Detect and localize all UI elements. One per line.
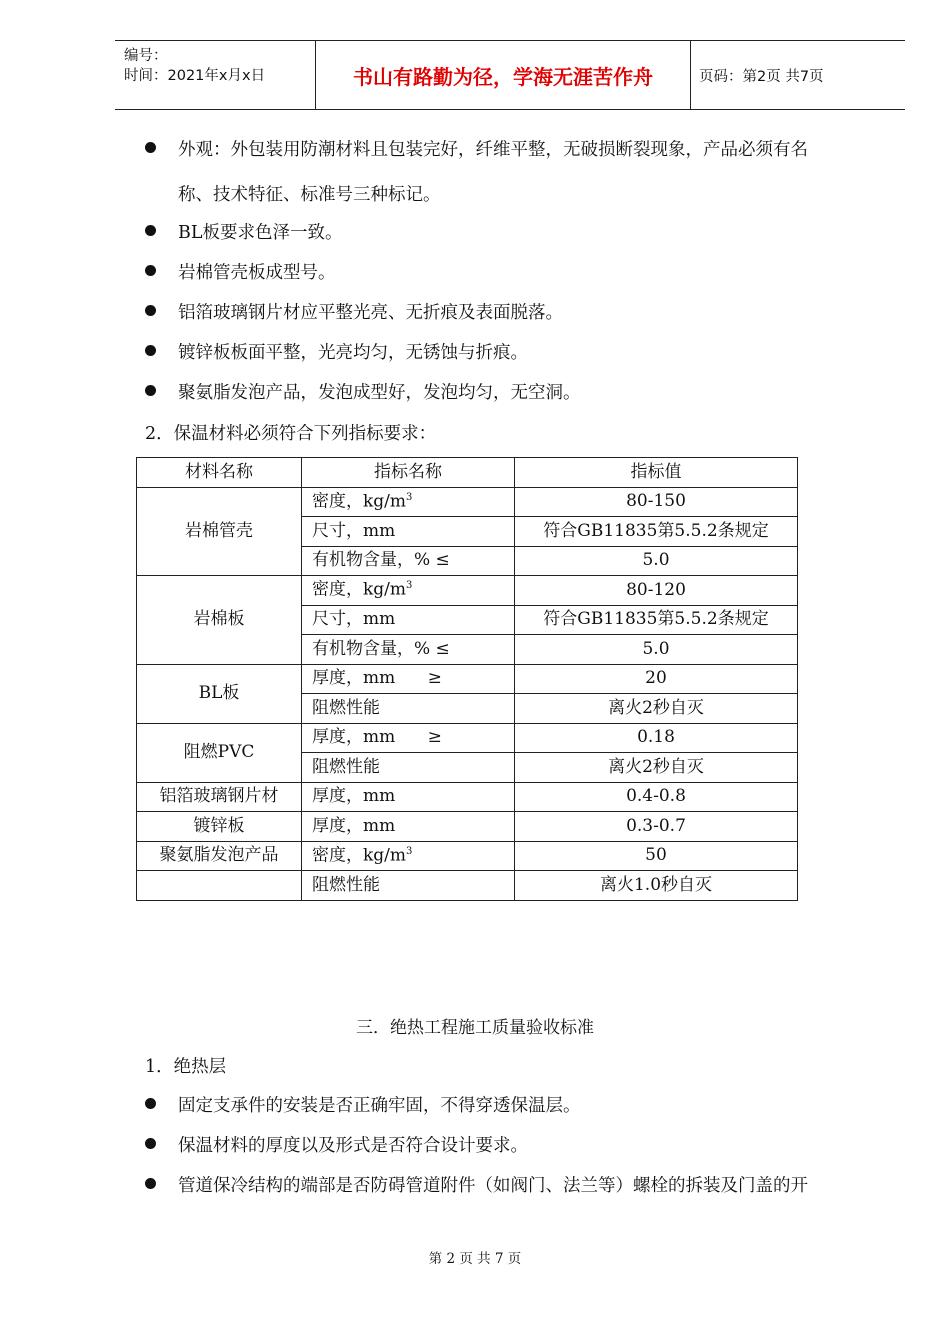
material-cell: BL板: [137, 664, 302, 723]
value-cell: 符合GB11835第5.5.2条规定: [515, 605, 798, 635]
number-label: 编号：: [124, 48, 168, 64]
value-cell: 离火2秒自灭: [515, 694, 798, 724]
bullet-icon: [145, 1178, 156, 1189]
index-cell: 厚度，mm ≥: [302, 664, 515, 694]
value-cell: 0.18: [515, 723, 798, 753]
superscript: 3: [406, 845, 413, 857]
header-cell: 指标名称: [302, 458, 515, 488]
section-3-title: 三．绝热工程施工质量验收标准: [356, 1018, 594, 1038]
bullet-text: 保温材料的厚度以及形式是否符合设计要求。: [178, 1136, 528, 1156]
table-row: [137, 576, 798, 606]
bullet-text: 铝箔玻璃钢片材应平整光亮、无折痕及表面脱落。: [178, 303, 563, 323]
bullet-icon: [145, 142, 156, 153]
index-cell: 有机物含量，% ≤: [302, 546, 515, 576]
index-cell: 尺寸，mm: [302, 517, 515, 547]
index-cell: 厚度，mm: [302, 782, 515, 812]
value-cell: 80-150: [515, 487, 798, 517]
index-text: 密度，kg/m: [312, 580, 407, 601]
table-row: [137, 664, 798, 694]
material-cell: 岩棉管壳: [137, 487, 302, 576]
index-cell: [302, 576, 515, 606]
material-cell: 岩棉板: [137, 576, 302, 665]
bullet-text: 固定支承件的安装是否正确牢固，不得穿透保温层。: [178, 1096, 581, 1116]
bullet-text-continuation: 称、技术特征、标准号三种标记。: [178, 185, 441, 205]
page-header: [115, 40, 905, 110]
material-cell: 聚氨脂发泡产品: [137, 841, 302, 871]
index-text: 密度，kg/m: [312, 491, 407, 512]
index-cell: 厚度，mm: [302, 812, 515, 842]
index-cell: 阻燃性能: [302, 753, 515, 783]
time-label: 时间：2021年x月x日: [124, 68, 266, 84]
value-cell: 离火1.0秒自灭: [515, 871, 798, 901]
bullet-icon: [145, 1098, 156, 1109]
header-page-label: 页码：第2页 共7页: [699, 68, 824, 85]
superscript: 3: [406, 491, 413, 503]
index-cell: 厚度，mm ≥: [302, 723, 515, 753]
bullet-icon: [145, 345, 156, 356]
index-cell: 阻燃性能: [302, 694, 515, 724]
table-row: [137, 487, 798, 517]
index-cell: 阻燃性能: [302, 871, 515, 901]
table-row: [137, 782, 798, 812]
insulation-spec-table: [136, 457, 798, 901]
material-cell: 阻燃PVC: [137, 723, 302, 782]
header-motto: 书山有路勤为径，学海无涯苦作舟: [315, 41, 691, 109]
material-cell-empty: [137, 871, 302, 901]
table-row: [137, 723, 798, 753]
bullet-text: 管道保冷结构的端部是否防碍管道附件（如阀门、法兰等）螺栓的拆装及门盖的开: [178, 1176, 808, 1196]
header-cell: 指标值: [515, 458, 798, 488]
value-cell: 20: [515, 664, 798, 694]
page-footer: 第 2 页 共 7 页: [428, 1251, 522, 1267]
material-cell: 镀锌板: [137, 812, 302, 842]
value-cell: 0.4-0.8: [515, 782, 798, 812]
table-row: [137, 871, 798, 901]
superscript: 3: [406, 580, 413, 592]
index-cell: 有机物含量，% ≤: [302, 635, 515, 665]
index-cell: [302, 841, 515, 871]
item-1-heading: 1．绝热层: [145, 1057, 227, 1077]
value-cell: 5.0: [515, 635, 798, 665]
table-row: [137, 841, 798, 871]
value-cell: 50: [515, 841, 798, 871]
index-text: 密度，kg/m: [312, 845, 407, 866]
bullet-text: 聚氨脂发泡产品，发泡成型好，发泡均匀，无空洞。: [178, 383, 581, 403]
header-meta: [115, 41, 315, 109]
value-cell: 80-120: [515, 576, 798, 606]
value-cell: 符合GB11835第5.5.2条规定: [515, 517, 798, 547]
table-row: [137, 812, 798, 842]
bullet-text: 外观：外包装用防潮材料且包装完好，纤维平整，无破损断裂现象，产品必须有名: [178, 140, 808, 160]
value-cell: 0.3-0.7: [515, 812, 798, 842]
table-header-row: [137, 458, 798, 488]
bullet-icon: [145, 225, 156, 236]
index-cell: 尺寸，mm: [302, 605, 515, 635]
value-cell: 5.0: [515, 546, 798, 576]
index-cell: [302, 487, 515, 517]
bullet-text: 镀锌板板面平整，光亮均匀，无锈蚀与折痕。: [178, 343, 528, 363]
value-cell: 离火2秒自灭: [515, 753, 798, 783]
bullet-icon: [145, 385, 156, 396]
bullet-icon: [145, 265, 156, 276]
item-2-heading: 2．保温材料必须符合下列指标要求：: [145, 424, 437, 444]
bullet-icon: [145, 305, 156, 316]
bullet-icon: [145, 1138, 156, 1149]
bullet-text: BL板要求色泽一致。: [178, 223, 343, 243]
header-cell: 材料名称: [137, 458, 302, 488]
material-cell: 铝箔玻璃钢片材: [137, 782, 302, 812]
bullet-text: 岩棉管壳板成型号。: [178, 263, 336, 283]
